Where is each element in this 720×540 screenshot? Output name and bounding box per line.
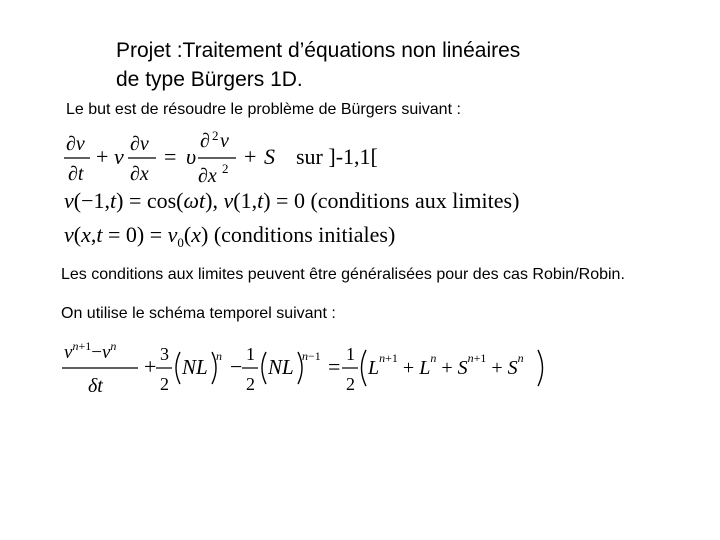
svg-text:1: 1 [346,344,355,364]
svg-text:∂x: ∂x [198,165,217,187]
svg-text:2: 2 [212,128,219,143]
svg-text:=: = [164,144,177,169]
svg-text:S: S [264,144,275,169]
svg-text:=: = [328,354,341,379]
initial-conditions [60,220,460,254]
svg-text:NL: NL [182,355,208,379]
svg-text:∂t: ∂t [68,163,84,185]
svg-text:Ln+1 + Ln + Sn+1 + Sn: $L^n+1 + L^n + S^n+1 + S^n$ [368,351,524,379]
svg-text:∂: ∂ [200,130,210,152]
svg-text:1: 1 [246,344,255,364]
boundary-note: (conditions aux limites) [310,188,520,213]
svg-text:∂v: ∂v [66,133,85,155]
svg-text:δt: δt [88,375,103,397]
svg-text:υ: υ [186,144,197,169]
pde-domain: sur ]-1,1[ [296,144,378,169]
svg-text:−: − [230,354,243,379]
svg-text:v(−1,t) = cos(ωt), v(1,t) = 0: v(−1,t) = cos(ωt), v(1,t) = 0 (conditions aux limites) [64,188,520,213]
svg-text:v: v [220,130,229,152]
svg-text:∂x: ∂x [130,163,149,185]
svg-text:2: 2 [160,374,169,394]
svg-text:vn+1−vn: $v^n+1-v^n$ [64,339,117,363]
svg-text:n−1: n−1 [302,349,321,363]
svg-text:n: n [216,349,222,363]
intro-text: Le but est de résoudre le problème de Bürgers suivant : [66,101,461,118]
svg-text:2: 2 [222,161,229,176]
svg-text:3: 3 [160,344,169,364]
svg-text:v: v [114,144,124,169]
title-line-1: Projet :Traitement d’équations non linéaires [116,39,521,62]
svg-text:2: 2 [346,374,355,394]
robin-note: Les conditions aux limites peuvent être généralisées pour des cas Robin/Robin. [61,266,625,283]
svg-text:2: 2 [246,374,255,394]
boundary-conditions [60,186,520,216]
title-line-2: de type Bürgers 1D. [116,68,303,91]
svg-text:+: + [144,354,157,379]
svg-text:+: + [244,144,257,169]
scheme-intro: On utilise le schéma temporel suivant : [61,305,336,322]
time-scheme-equation [60,338,550,402]
svg-text:v(x,t = 0) = v0(x) (conditions: $v(x,t = 0) = v_0(x)$ (conditions initiales) [64,222,396,250]
svg-text:+: + [96,144,109,169]
initial-note: (conditions initiales) [213,222,396,247]
svg-text:∂v: ∂v [130,133,149,155]
burgers-equation [60,130,380,190]
slide-title [116,36,520,94]
svg-text:NL: NL [268,355,294,379]
